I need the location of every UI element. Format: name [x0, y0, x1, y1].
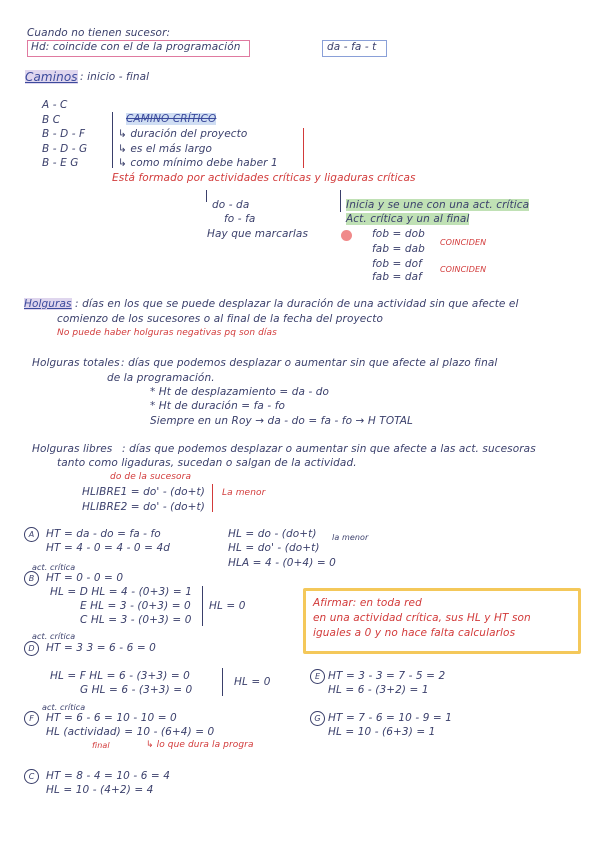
d-hl-g: G HL = 6 - (3+3) = 0 [80, 684, 193, 696]
f-ht: HT = 6 - 6 = 10 - 10 = 0 [46, 712, 177, 724]
b-act-critica: act. crítica [32, 563, 76, 572]
f-hl: HL (actividad) = 10 - (6+4) = 0 [46, 726, 215, 738]
d-act-critica: act. crítica [32, 632, 76, 641]
holguras-text-1: : días en los que se puede desplazar la duración de una actividad sin que afecte el [75, 298, 519, 310]
a-hl-2: HL = do' - (do+t) [228, 542, 320, 554]
route-3: B - D - F [42, 128, 86, 140]
b-hl-result: HL = 0 [209, 600, 246, 612]
label-c: C [24, 769, 39, 784]
totales-title: Holguras totales [32, 357, 120, 369]
a-ht-1: HT = da - do = fa - fo [46, 528, 161, 540]
pair-1: fob = dob [372, 228, 425, 240]
libres-text-1: : días que podemos desplazar o aumentar sin que afecte a las act. sucesoras [122, 443, 536, 455]
coincide-1: COINCIDEN [440, 238, 487, 247]
la-menor: La menor [222, 488, 266, 498]
d-hl-result: HL = 0 [234, 676, 271, 688]
f-act-critica: act. crítica [42, 703, 86, 712]
holguras-text-2: comienzo de los sucesores o al final de la fecha del proyecto [57, 313, 383, 325]
formed-by-text: Está formado por actividades críticas y ligaduras críticas [112, 172, 416, 184]
do-sucesora: do de la sucesora [110, 472, 192, 482]
totales-text-2: de la programación. [107, 372, 215, 384]
g-ht: HT = 7 - 6 = 10 - 9 = 1 [328, 712, 453, 724]
g-hl: HL = 10 - (6+3) = 1 [328, 726, 436, 738]
e-ht: HT = 3 - 3 = 7 - 5 = 2 [328, 670, 446, 682]
f-dura: ↳ lo que dura la progra [146, 740, 254, 750]
totales-text-1: : días que podemos desplazar o aumentar sin que afecte al plazo final [121, 357, 498, 369]
route-5: B - E G [42, 157, 79, 169]
c-hl: HL = 10 - (4+2) = 4 [46, 784, 154, 796]
d-hl-f: HL = F HL = 6 - (3+3) = 0 [50, 670, 190, 682]
b-hl-e: E HL = 3 - (0+3) = 0 [80, 600, 191, 612]
d-ht: HT = 3 3 = 6 - 6 = 0 [46, 642, 156, 654]
hlibre-2: HLIBRE2 = do' - (do+t) [82, 501, 205, 513]
holguras-title: Holguras [24, 298, 72, 310]
a-hl-1: HL = do - (do+t) [228, 528, 317, 540]
pair-3: fob = dof [372, 258, 422, 270]
route-1: A - C [42, 99, 68, 111]
label-a: A [24, 527, 39, 542]
la-menor-bracket [212, 484, 213, 512]
right-branch-1: Inicia y se une con una act. crítica [346, 199, 530, 211]
label-b: B [24, 571, 39, 586]
red-bracket [303, 128, 304, 168]
pink-dot [341, 230, 352, 241]
ht-duracion: * Ht de duración = fa - fo [150, 400, 286, 412]
label-g: G [310, 711, 325, 726]
label-f: F [24, 711, 39, 726]
e-hl: HL = 6 - (3+2) = 1 [328, 684, 429, 696]
right-branch-2: Act. crítica y un al final [346, 213, 470, 225]
hlibre-1: HLIBRE1 = do' - (do+t) [82, 486, 205, 498]
right-branch-arrow [340, 190, 341, 212]
critical-bracket [112, 112, 113, 168]
b-hl-d: HL = D HL = 4 - (0+3) = 1 [50, 586, 193, 598]
libres-text-2: tanto como ligaduras, sucedan o salgan de la actividad. [57, 457, 357, 469]
header-line2: Hd: coincide con el de la programación [31, 41, 241, 53]
route-4: B - D - G [42, 143, 88, 155]
holguras-red-note: No puede haber holguras negativas pq son días [57, 328, 277, 338]
left-branch-arrow [206, 190, 207, 202]
siempre-line: Siempre en un Roy → da - do = fa - fo → H TOTAL [150, 415, 413, 427]
c-ht: HT = 8 - 4 = 10 - 6 = 4 [46, 770, 171, 782]
left-branch-3: Hay que marcarlas [207, 228, 309, 240]
left-branch-2: fo - fa [224, 213, 256, 225]
label-d: D [24, 641, 39, 656]
a-ht-2: HT = 4 - 0 = 4 - 0 = 4d [46, 542, 171, 554]
pair-4: fab = daf [372, 271, 422, 283]
pair-2: fab = dab [372, 243, 425, 255]
critical-title: CAMINO CRÍTICO [126, 113, 217, 125]
f-final: final [92, 741, 110, 750]
note-line-2: en una actividad crítica, sus HL y HT son [313, 612, 531, 624]
caminos-subtitle: : inicio - final [80, 71, 150, 83]
a-hl-3: HLA = 4 - (0+4) = 0 [228, 557, 336, 569]
coincide-2: COINCIDEN [440, 265, 487, 274]
a-la-menor: la menor [332, 533, 369, 542]
critical-note-2: ↳ es el más largo [118, 143, 213, 155]
b-bracket [202, 586, 203, 626]
note-line-1: Afirmar: en toda red [313, 597, 422, 609]
b-ht: HT = 0 - 0 = 0 [46, 572, 124, 584]
header-formula: da - fa - t [327, 41, 377, 53]
route-2: B C [42, 114, 61, 126]
critical-note-3: ↳ como mínimo debe haber 1 [118, 157, 278, 169]
libres-title: Holguras libres [32, 443, 113, 455]
header-line1: Cuando no tienen sucesor: [27, 27, 171, 39]
label-e: E [310, 669, 325, 684]
d-bracket [222, 668, 223, 696]
b-hl-c: C HL = 3 - (0+3) = 0 [80, 614, 192, 626]
critical-note-1: ↳ duración del proyecto [118, 128, 248, 140]
ht-desplazamiento: * Ht de desplazamiento = da - do [150, 386, 330, 398]
caminos-title: Caminos [25, 70, 78, 84]
left-branch-1: do - da [212, 199, 250, 211]
note-line-3: iguales a 0 y no hace falta calcularlos [313, 627, 516, 639]
